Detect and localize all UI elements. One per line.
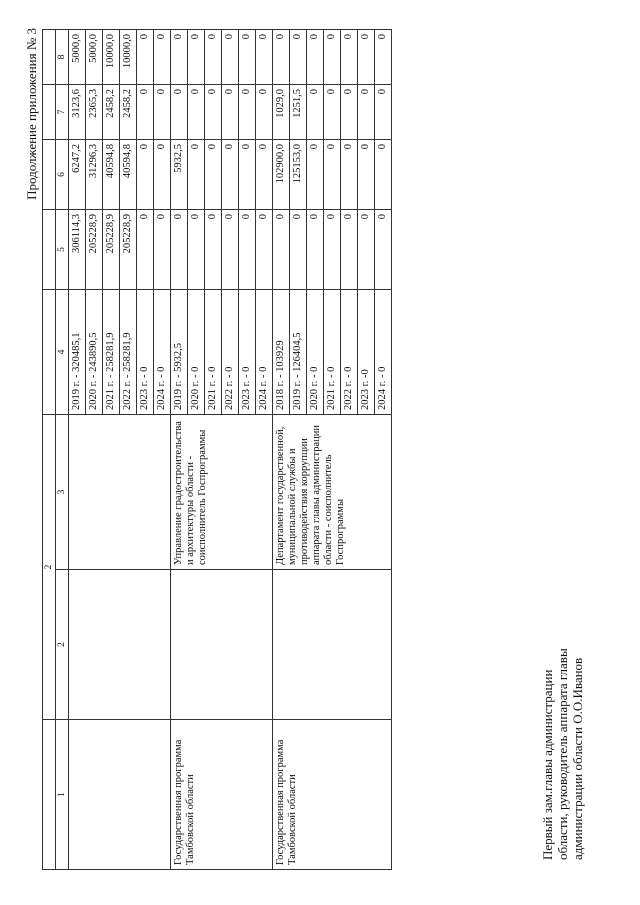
table-body	[69, 30, 392, 870]
year-amount-cell: 2023 г. - 0	[137, 290, 154, 415]
value-cell: 0	[154, 140, 171, 210]
value-cell: 10000,0	[103, 30, 120, 85]
value-cell: 0	[205, 85, 222, 140]
value-cell: 0	[239, 210, 256, 290]
column-number: 7	[56, 85, 69, 140]
value-cell: 0	[154, 210, 171, 290]
value-cell: 0	[341, 140, 358, 210]
table-row	[273, 30, 290, 870]
year-amount-cell: 2020 г. - 0	[307, 290, 324, 415]
program-name-cell	[69, 720, 171, 870]
signature-line-1: Первый зам.главы администрации	[540, 669, 555, 860]
budget-table	[42, 29, 392, 870]
signature-block	[540, 648, 585, 860]
value-cell: 0	[290, 30, 307, 85]
signature-line-3: администрации области О.О.Иванов	[570, 657, 585, 860]
year-amount-cell: 2023 г. - 0	[239, 290, 256, 415]
value-cell: 0	[205, 140, 222, 210]
value-cell: 0	[137, 30, 154, 85]
value-cell: 5000,0	[86, 30, 103, 85]
table-row	[171, 30, 188, 870]
value-cell: 2458,2	[120, 85, 137, 140]
value-cell: 6247,2	[69, 140, 86, 210]
executor-cell: Управление градостроительства и архитектуры области - соисполнитель Госпрограммы	[171, 415, 273, 570]
value-cell: 0	[188, 140, 205, 210]
value-cell: 125153,0	[290, 140, 307, 210]
value-cell: 205228,9	[103, 210, 120, 290]
subprogram-cell	[171, 570, 273, 720]
value-cell: 0	[375, 210, 392, 290]
table-row	[69, 30, 86, 870]
value-cell: 0	[358, 85, 375, 140]
value-cell: 0	[222, 85, 239, 140]
year-amount-cell: 2020 г. - 243890,5	[86, 290, 103, 415]
value-cell: 3123,6	[69, 85, 86, 140]
value-cell: 205228,9	[86, 210, 103, 290]
value-cell: 5000,0	[69, 30, 86, 85]
year-amount-cell: 2021 г. - 0	[205, 290, 222, 415]
year-amount-cell: 2022 г. - 0	[222, 290, 239, 415]
year-amount-cell: 2021 г. - 258281,9	[103, 290, 120, 415]
value-cell: 0	[358, 30, 375, 85]
column-number: 5	[56, 210, 69, 290]
value-cell: 1251,5	[290, 85, 307, 140]
value-cell: 1029,0	[273, 85, 290, 140]
year-amount-cell: 2019 г. - 126404,5	[290, 290, 307, 415]
year-amount-cell: 2018 г. - 103929	[273, 290, 290, 415]
value-cell: 0	[375, 30, 392, 85]
value-cell: 306114,3	[69, 210, 86, 290]
value-cell: 0	[324, 140, 341, 210]
year-amount-cell: 2019 г. - 320485,1	[69, 290, 86, 415]
value-cell: 0	[137, 210, 154, 290]
value-cell: 0	[307, 30, 324, 85]
value-cell: 0	[307, 210, 324, 290]
column-number: 1	[56, 720, 69, 870]
program-name-cell: Государственная программа Тамбовской области	[273, 720, 392, 870]
value-cell: 0	[171, 210, 188, 290]
header-row-numbers	[56, 30, 69, 870]
value-cell: 5932,5	[171, 140, 188, 210]
year-amount-cell: 2024 г. - 0	[154, 290, 171, 415]
executor-cell	[69, 415, 171, 570]
year-amount-cell: 2019 г. - 5932,5	[171, 290, 188, 415]
year-amount-cell: 2020 г. - 0	[188, 290, 205, 415]
value-cell: 0	[205, 30, 222, 85]
value-cell: 0	[256, 140, 273, 210]
program-name-cell: Государственная программа Тамбовской области	[171, 720, 273, 870]
year-amount-cell: 2024 г. - 0	[256, 290, 273, 415]
header-row-top	[43, 30, 56, 870]
value-cell: 0	[188, 85, 205, 140]
value-cell: 0	[375, 85, 392, 140]
value-cell: 0	[222, 140, 239, 210]
subprogram-cell	[273, 570, 392, 720]
value-cell: 205228,9	[120, 210, 137, 290]
year-amount-cell: 2022 г. - 258281,9	[120, 290, 137, 415]
year-amount-cell: 2024 г. - 0	[375, 290, 392, 415]
value-cell: 0	[324, 85, 341, 140]
value-cell: 102900,0	[273, 140, 290, 210]
value-cell: 0	[222, 210, 239, 290]
value-cell: 0	[171, 85, 188, 140]
value-cell: 0	[273, 30, 290, 85]
column-number: 6	[56, 140, 69, 210]
subprogram-cell	[69, 570, 171, 720]
value-cell: 0	[205, 210, 222, 290]
column-number: 8	[56, 30, 69, 85]
executor-cell: Департамент государственной, муниципальной службы и противодействия коррупции аппарата главы администрации области - соисполнитель Госпрограммы	[273, 415, 392, 570]
value-cell: 0	[358, 210, 375, 290]
value-cell: 2365,3	[86, 85, 103, 140]
value-cell: 40594,8	[120, 140, 137, 210]
value-cell: 40594,8	[103, 140, 120, 210]
value-cell: 0	[324, 30, 341, 85]
value-cell: 0	[137, 140, 154, 210]
signature-line-2: области, руководитель аппарата главы	[555, 648, 570, 860]
value-cell: 0	[341, 85, 358, 140]
value-cell: 0	[188, 210, 205, 290]
header-col2-group: 2	[43, 415, 56, 720]
value-cell: 0	[171, 30, 188, 85]
value-cell: 0	[239, 140, 256, 210]
value-cell: 0	[324, 210, 341, 290]
value-cell: 0	[239, 85, 256, 140]
rotated-page	[20, 20, 620, 880]
value-cell: 0	[154, 30, 171, 85]
value-cell: 0	[290, 210, 307, 290]
value-cell: 0	[256, 85, 273, 140]
appendix-caption: Продолжение приложения № 3	[24, 28, 39, 200]
value-cell: 0	[137, 85, 154, 140]
value-cell: 0	[222, 30, 239, 85]
value-cell: 2458,2	[103, 85, 120, 140]
value-cell: 0	[375, 140, 392, 210]
value-cell: 0	[256, 30, 273, 85]
value-cell: 10000,0	[120, 30, 137, 85]
year-amount-cell: 2023 г. -0	[358, 290, 375, 415]
year-amount-cell: 2022 г. - 0	[341, 290, 358, 415]
value-cell: 0	[307, 85, 324, 140]
value-cell: 0	[239, 30, 256, 85]
value-cell: 0	[256, 210, 273, 290]
value-cell: 0	[341, 210, 358, 290]
column-number: 3	[56, 415, 69, 570]
year-amount-cell: 2021 г. - 0	[324, 290, 341, 415]
value-cell: 0	[273, 210, 290, 290]
column-number: 4	[56, 290, 69, 415]
value-cell: 31296,3	[86, 140, 103, 210]
value-cell: 0	[341, 30, 358, 85]
value-cell: 0	[188, 30, 205, 85]
column-number: 2	[56, 570, 69, 720]
value-cell: 0	[307, 140, 324, 210]
value-cell: 0	[358, 140, 375, 210]
value-cell: 0	[154, 85, 171, 140]
